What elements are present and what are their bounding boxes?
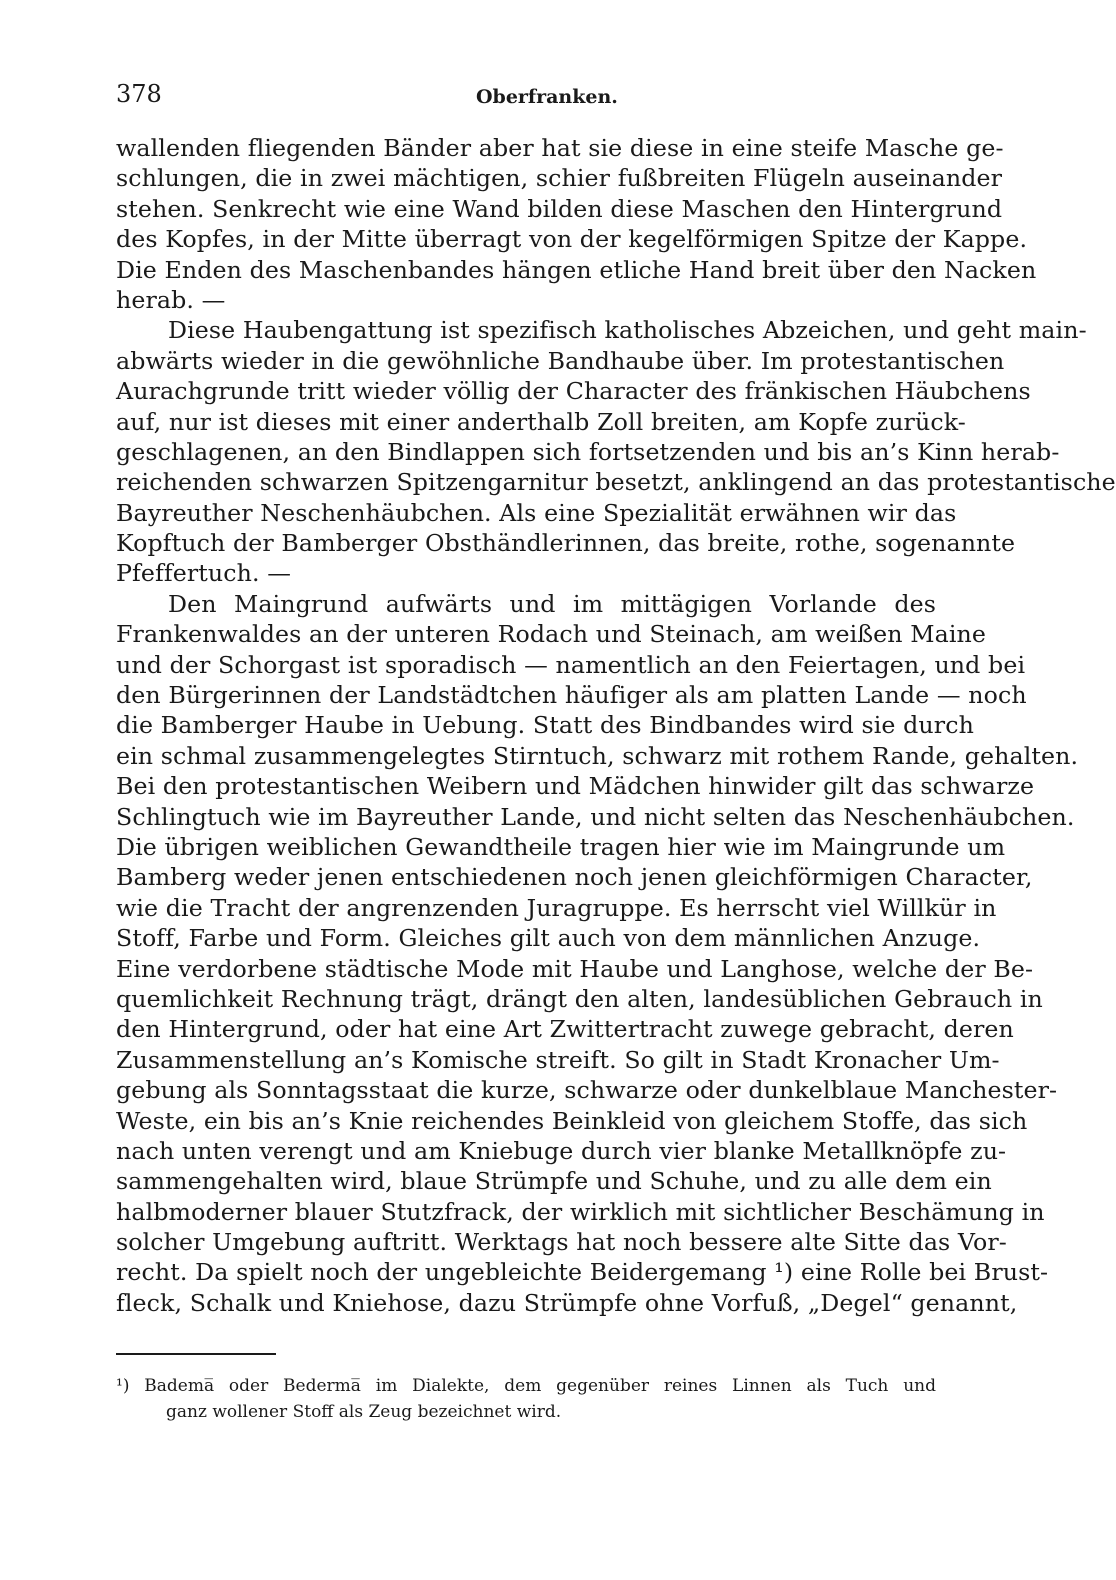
text-line: und der Schorgast ist sporadisch — namentlich an den Feiertagen, und bei: [116, 650, 1026, 679]
text-line: Bamberg weder jenen entschiedenen noch jenen gleichförmigen Character,: [116, 863, 1033, 892]
text-line: Stoff, Farbe und Form. Gleiches gilt auch von dem männlichen Anzuge.: [116, 924, 981, 953]
text-line: halbmoderner blauer Stutzfrack, der wirklich mit sichtlicher Beschämung in: [116, 1197, 1045, 1226]
text-line: recht. Da spielt noch der ungebleichte Beidergemang ¹) eine Rolle bei Brust-: [116, 1258, 1049, 1287]
text-line: Diese Haubengattung ist spezifisch katholisches Abzeichen, und geht main-: [168, 316, 1087, 345]
text-line: schlungen, die in zwei mächtigen, schier fußbreiten Flügeln auseinander: [116, 164, 1003, 193]
text-line: Kopftuch der Bamberger Obsthändlerinnen, das breite, rothe, sogenannte: [116, 529, 1016, 558]
text-line: geschlagenen, an den Bindlappen sich fortsetzenden und bis an’s Kinn herab-: [116, 437, 1060, 466]
text-line: die Bamberger Haube in Uebung. Statt des Bindbandes wird sie durch: [116, 711, 974, 740]
text-line: nach unten verengt und am Kniebuge durch vier blanke Metallknöpfe zu-: [116, 1136, 1007, 1165]
text-line: abwärts wieder in die gewöhnliche Bandhaube über. Im protestantischen: [116, 346, 1005, 375]
text-line: den Bürgerinnen der Landstädtchen häufiger als am platten Lande — noch: [116, 681, 1027, 710]
footnote-line: ganz wollener Stoff als Zeug bezeichnet wird.: [166, 1402, 562, 1422]
text-line: Weste, ein bis an’s Knie reichendes Beinkleid von gleichem Stoffe, das sich: [116, 1106, 1028, 1135]
page-number: 378: [116, 80, 162, 108]
text-line: des Kopfes, in der Mitte überragt von der kegelförmigen Spitze der Kappe.: [116, 225, 1028, 254]
text-line: auf, nur ist dieses mit einer anderthalb Zoll breiten, am Kopfe zurück-: [116, 407, 966, 436]
text-line: Pfeffertuch. —: [116, 559, 292, 588]
text-line: wallenden fliegenden Bänder aber hat sie diese in eine steife Masche ge-: [116, 134, 1004, 162]
body-text: [116, 133, 1116, 1318]
text-line: Den Maingrund aufwärts und im mittägigen Vorlande des: [168, 589, 936, 618]
text-line: Die übrigen weiblichen Gewandtheile tragen hier wie im Maingrunde um: [116, 832, 1006, 861]
running-title: Oberfranken.: [476, 86, 618, 108]
footnote-divider: [116, 1353, 276, 1355]
text-line: herab. —: [116, 285, 226, 314]
text-line: Frankenwaldes an der unteren Rodach und Steinach, am weißen Maine: [116, 620, 986, 649]
text-line: wie die Tracht der angrenzenden Juragruppe. Es herrscht viel Willkür in: [116, 893, 997, 922]
text-line: fleck, Schalk und Kniehose, dazu Strümpfe ohne Vorfuß, „Degel“ genannt,: [116, 1288, 1018, 1317]
text-line: quemlichkeit Rechnung trägt, drängt den alten, landesüblichen Gebrauch in: [116, 984, 1043, 1013]
text-line: Zusammenstellung an’s Komische streift. So gilt in Stadt Kronacher Um-: [116, 1045, 1000, 1074]
footnote: [116, 1373, 936, 1425]
text-line: sammengehalten wird, blaue Strümpfe und Schuhe, und zu alle dem ein: [116, 1167, 992, 1196]
text-line: ein schmal zusammengelegtes Stirntuch, schwarz mit rothem Rande, gehalten.: [116, 741, 1079, 770]
text-line: Aurachgrunde tritt wieder völlig der Character des fränkischen Häubchens: [116, 377, 1031, 406]
text-line: Die Enden des Maschenbandes hängen etliche Hand breit über den Nacken: [116, 255, 1037, 284]
page-header: [116, 80, 930, 114]
text-line: Bayreuther Neschenhäubchen. Als eine Spezialität erwähnen wir das: [116, 498, 957, 527]
text-line: solcher Umgebung auftritt. Werktags hat noch bessere alte Sitte das Vor-: [116, 1228, 1007, 1257]
footnote-line: ¹) Badema̅ oder Bederma̅ im Dialekte, dem gegenüber reines Linnen als Tuch und: [116, 1376, 936, 1396]
text-line: gebung als Sonntagsstaat die kurze, schwarze oder dunkelblaue Manchester-: [116, 1076, 1058, 1105]
text-line: Schlingtuch wie im Bayreuther Lande, und nicht selten das Neschenhäubchen.: [116, 802, 1075, 831]
text-line: stehen. Senkrecht wie eine Wand bilden diese Maschen den Hintergrund: [116, 194, 1003, 223]
text-line: reichenden schwarzen Spitzengarnitur besetzt, anklingend an das protestantische: [116, 468, 1116, 497]
text-line: den Hintergrund, oder hat eine Art Zwittertracht zuwege gebracht, deren: [116, 1015, 1014, 1044]
text-line: Eine verdorbene städtische Mode mit Haube und Langhose, welche der Be-: [116, 954, 1034, 983]
text-line: Bei den protestantischen Weibern und Mädchen hinwider gilt das schwarze: [116, 772, 1035, 801]
